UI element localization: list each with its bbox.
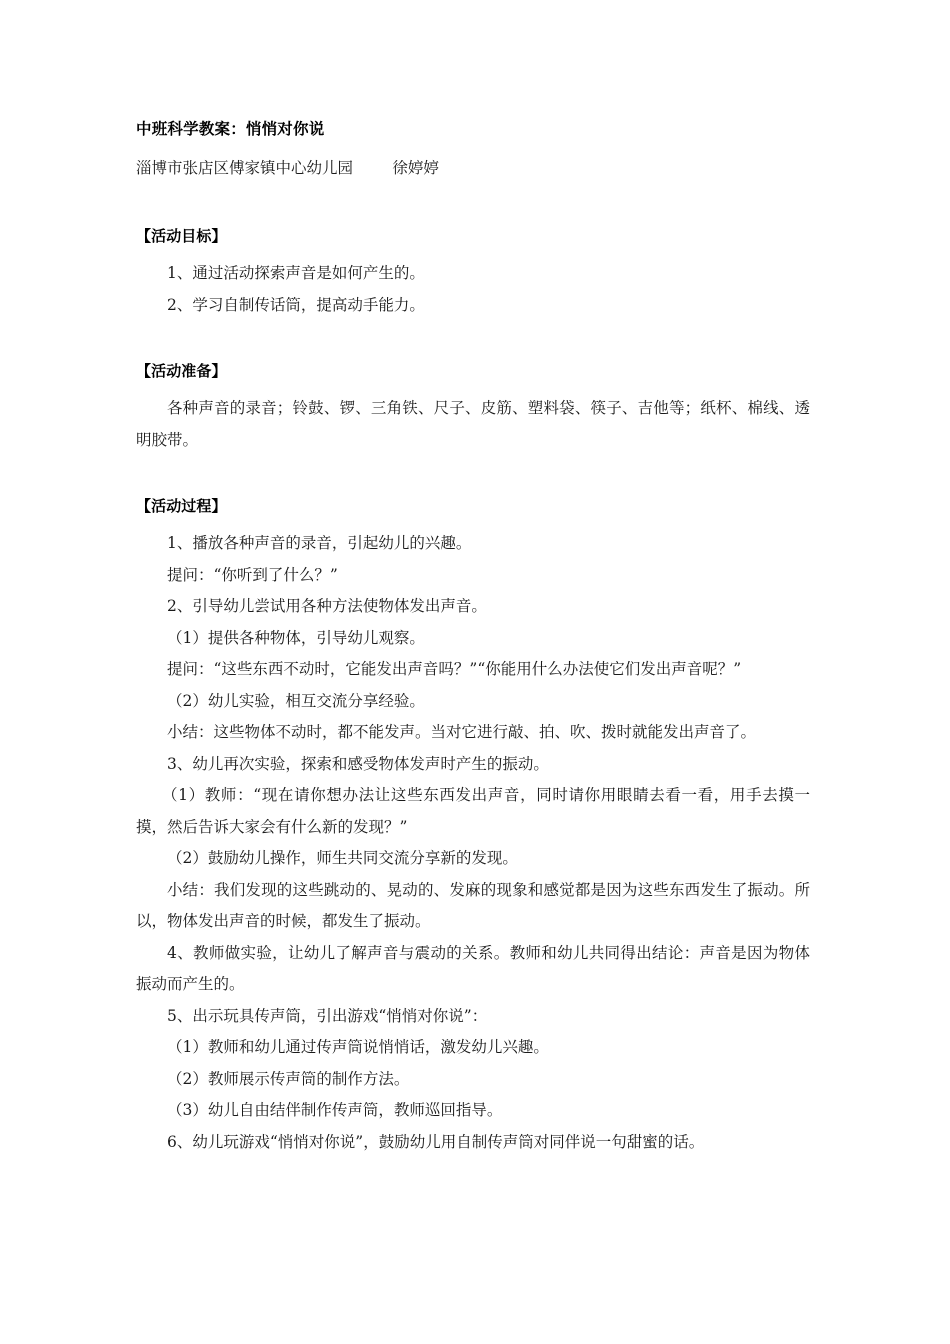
page-title: 中班科学教案：悄悄对你说 xyxy=(136,120,325,138)
section-heading: 【活动目标】 xyxy=(136,227,227,245)
spacer xyxy=(136,456,810,494)
list-item: （1）教师和幼儿通过传声筒说悄悄话，激发幼儿兴趣。 xyxy=(167,1038,549,1056)
list-item: 小结：我们发现的这些跳动的、晃动的、发麻的现象和感觉都是因为这些东西发生了振动。所以，物体发出声音的时候，都发生了振动。 xyxy=(136,880,810,930)
section-body xyxy=(136,258,810,321)
list-item: 5、出示玩具传声筒，引出游戏“悄悄对你说”： xyxy=(167,1006,488,1025)
list-item: （2）幼儿实验，相互交流分享经验。 xyxy=(167,691,425,710)
list-item: 2、学习自制传话筒，提高动手能力。 xyxy=(167,295,425,314)
list-item: 提问：“你听到了什么？” xyxy=(167,565,338,584)
section-heading: 【活动准备】 xyxy=(136,362,227,380)
section-activity-goals xyxy=(136,224,810,321)
list-item: 4、教师做实验，让幼儿了解声音与震动的关系。教师和幼儿共同得出结论：声音是因为物体振动而产生的。 xyxy=(136,943,810,993)
section-activity-preparation xyxy=(136,359,810,456)
list-item: 3、幼儿再次实验，探索和感受物体发声时产生的振动。 xyxy=(167,754,549,773)
list-item: 各种声音的录音；铃鼓、锣、三角铁、尺子、皮筋、塑料袋、筷子、吉他等；纸杯、棉线、透明胶带。 xyxy=(136,399,810,449)
spacer xyxy=(136,180,810,224)
list-item: 2、引导幼儿尝试用各种方法使物体发出声音。 xyxy=(167,597,487,615)
section-body xyxy=(136,393,810,456)
list-item: （1）教师：“现在请你想办法让这些东西发出声音，同时请你用眼睛去看一看，用手去摸一摸，然后告诉大家会有什么新的发现？” xyxy=(136,786,810,836)
section-heading: 【活动过程】 xyxy=(136,497,227,515)
list-item: （2）教师展示传声筒的制作方法。 xyxy=(167,1069,410,1088)
list-item: 6、幼儿玩游戏“悄悄对你说”，鼓励幼儿用自制传声筒对同伴说一句甜蜜的话。 xyxy=(167,1132,705,1151)
list-item: 提问：“这些东西不动时，它能发出声音吗？”“你能用什么办法使它们发出声音呢？” xyxy=(167,660,742,678)
list-item: 1、通过活动探索声音是如何产生的。 xyxy=(167,264,425,282)
list-item: （3）幼儿自由结伴制作传声筒，教师巡回指导。 xyxy=(167,1101,503,1119)
list-item: （2）鼓励幼儿操作，师生共同交流分享新的发现。 xyxy=(167,849,518,867)
spacer xyxy=(136,321,810,359)
list-item: 1、播放各种声音的录音，引起幼儿的兴趣。 xyxy=(167,534,472,552)
section-activity-process xyxy=(136,494,810,1158)
list-item: （1）提供各种物体，引导幼儿观察。 xyxy=(167,628,425,647)
list-item: 小结：这些物体不动时，都不能发声。当对它进行敲、拍、吹、拨时就能发出声音了。 xyxy=(167,723,757,741)
section-body xyxy=(136,528,810,1158)
byline: 淄博市张店区傅家镇中心幼儿园 徐婷婷 xyxy=(136,159,439,177)
